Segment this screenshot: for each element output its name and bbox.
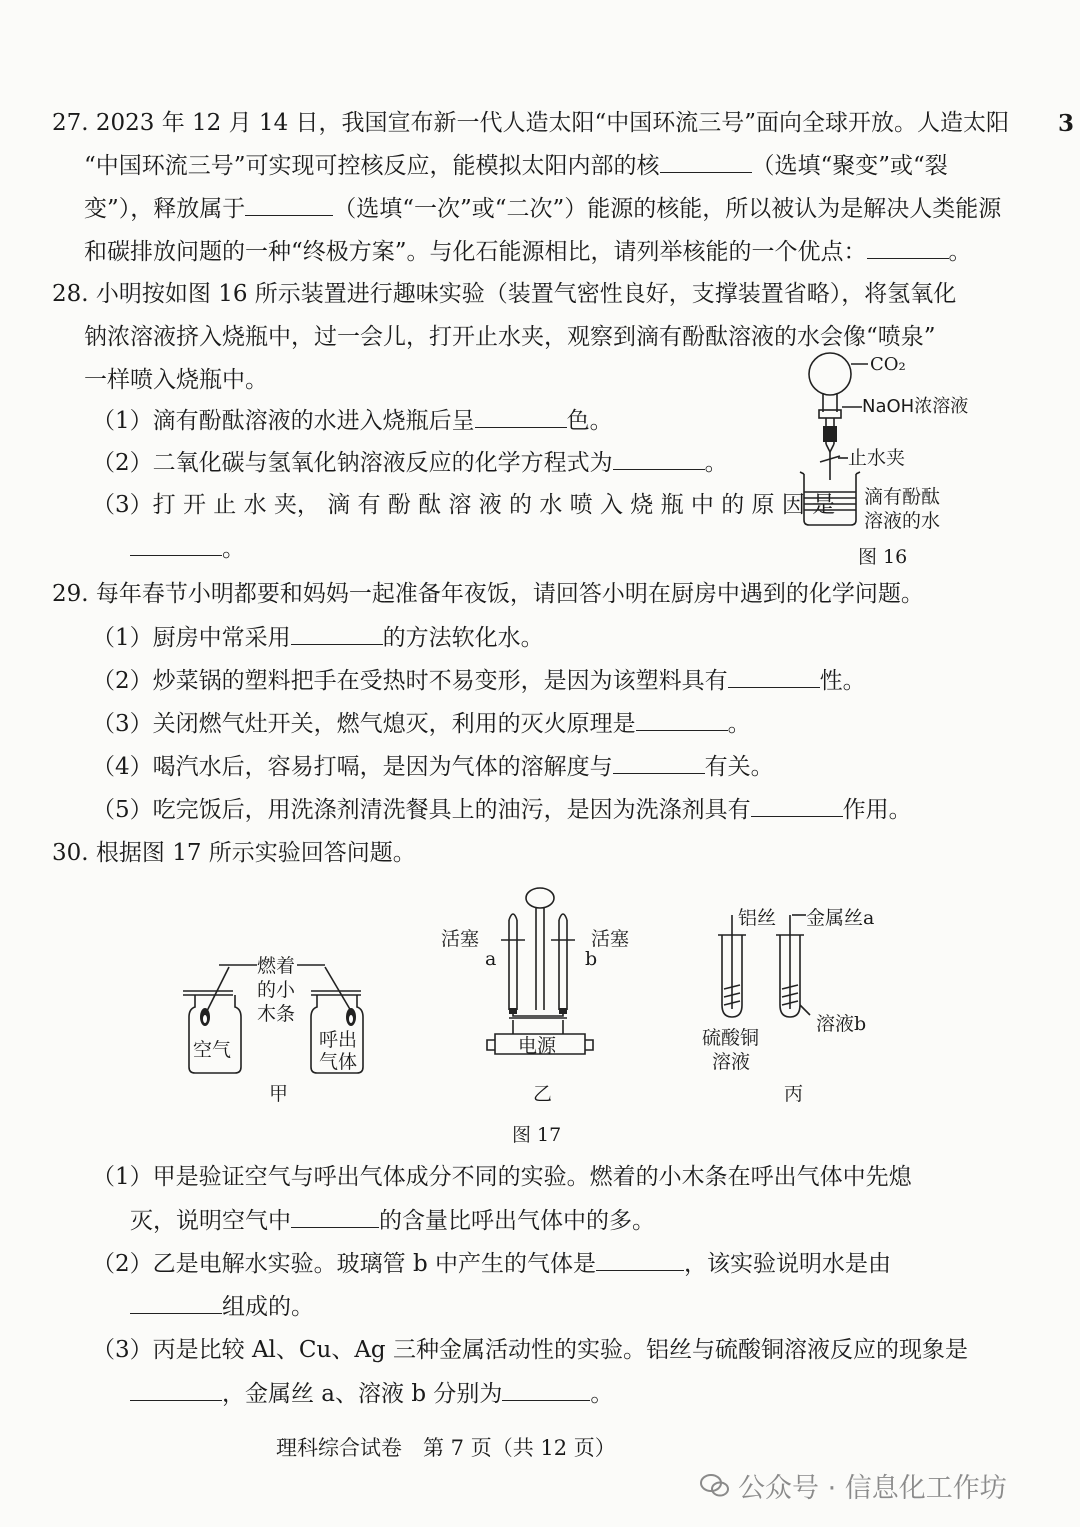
q28-sub-2: （2）二氧化碳与氢氧化钠溶液反应的化学方程式为 。 — [92, 447, 728, 477]
q29-sub-5: （5）吃完饭后，用洗涤剂清洗餐具上的油污，是因为洗涤剂具有 作用。 — [92, 794, 912, 824]
q29-sub-1: （1）厨房中常采用 的方法软化水。 — [92, 622, 544, 652]
q28-line-3: 一样喷入烧瓶中。 — [84, 367, 268, 393]
q27-line-1: 27. 2023 年 12 月 14 日，我国宣布新一代人造太阳“中国环流三号”面向全球开放。人造太阳 — [52, 110, 1010, 136]
q28-sub-1: （1）滴有酚酞溶液的水进入烧瓶后呈 色。 — [92, 405, 613, 435]
answer-blank — [660, 150, 752, 173]
figure-17-bing — [700, 905, 910, 1105]
q27-line-2: “中国环流三号”可实现可控核反应，能模拟太阳内部的核 （选填“聚变”或“裂 — [84, 150, 948, 180]
answer-blank — [130, 1378, 222, 1401]
answer-blank — [245, 193, 333, 216]
label-exhale-1: 呼出 — [319, 1029, 358, 1051]
answer-blank — [613, 447, 705, 470]
label-metal-a: 金属丝a — [806, 907, 875, 929]
figure-16-caption: 图 16 — [858, 546, 908, 568]
answer-blank — [867, 236, 949, 259]
answer-blank — [291, 622, 383, 645]
page-footer: 理科综合试卷 第 7 页（共 12 页） — [276, 1436, 616, 1460]
figure-17-yi — [435, 880, 645, 1105]
q30-sub-1: （1）甲是验证空气与呼出气体成分不同的实验。燃着的小木条在呼出气体中先熄 — [92, 1164, 912, 1190]
answer-blank — [636, 708, 728, 731]
label-air: 空气 — [193, 1039, 232, 1061]
answer-blank — [130, 533, 222, 556]
q28-line-2: 钠浓溶液挤入烧瓶中，过一会儿，打开止水夹，观察到滴有酚酞溶液的水会像“喷泉” — [84, 324, 936, 350]
label-tube-b: b — [585, 948, 598, 970]
q29-line-1: 29. 每年春节小明都要和妈妈一起准备年夜饭，请回答小明在厨房中遇到的化学问题。 — [52, 581, 924, 607]
label-jia: 甲 — [269, 1083, 289, 1105]
label-bing: 丙 — [784, 1083, 804, 1105]
answer-blank — [751, 794, 843, 817]
figure-17-jia — [175, 945, 365, 1105]
figure-17-caption: 图 17 — [512, 1124, 562, 1146]
watermark-text: 公众号 · 信息化工作坊 — [738, 1473, 1007, 1504]
answer-blank — [130, 1291, 222, 1314]
label-burning-2: 的小 — [257, 979, 296, 1001]
label-yi: 乙 — [533, 1083, 553, 1105]
answer-blank — [502, 1378, 590, 1401]
label-clamp: 止水夹 — [848, 447, 906, 469]
label-burning-1: 燃着 — [257, 955, 296, 977]
label-stopcock-right: 活塞 — [591, 928, 630, 950]
answer-blank — [728, 665, 820, 688]
label-co2: CO₂ — [870, 354, 906, 375]
label-solution-b: 溶液b — [816, 1013, 867, 1035]
page-edge-mark: 3 — [1058, 110, 1075, 137]
q29-sub-2: （2）炒菜锅的塑料把手在受热时不易变形，是因为该塑料具有 性。 — [92, 665, 866, 695]
wechat-icon — [700, 1473, 730, 1499]
watermark — [700, 1466, 1007, 1505]
q29-sub-4: （4）喝汽水后，容易打嗝，是因为气体的溶解度与 有关。 — [92, 751, 774, 781]
figure-16 — [790, 352, 990, 572]
label-cuso4-1: 硫酸铜 — [702, 1027, 760, 1049]
answer-blank — [475, 405, 567, 428]
q27-line-4: 和碳排放问题的一种“终极方案”。与化石能源相比，请列举核能的一个优点： 。 — [84, 236, 972, 266]
label-exhale-2: 气体 — [319, 1051, 358, 1073]
label-naoh: NaOH浓溶液 — [862, 396, 969, 417]
label-power: 电源 — [518, 1035, 557, 1057]
q30-line-1: 30. 根据图 17 所示实验回答问题。 — [52, 840, 416, 866]
label-stopcock-left: 活塞 — [441, 928, 480, 950]
q27-line-3: 变”），释放属于 （选填“一次”或“二次”）能源的核能，所以被认为是解决人类能源 — [84, 193, 1001, 223]
q30-sub-1-cont: 灭，说明空气中 的含量比呼出气体中的多。 — [130, 1205, 655, 1235]
answer-blank — [291, 1205, 379, 1228]
answer-blank — [613, 751, 705, 774]
q30-sub-2: （2）乙是电解水实验。玻璃管 b 中产生的气体是 ，该实验说明水是由 — [92, 1248, 891, 1278]
label-water-2: 溶液的水 — [864, 510, 941, 532]
q30-sub-2-cont: 组成的。 — [130, 1291, 314, 1321]
label-water-1: 滴有酚酞 — [864, 486, 941, 508]
q28-sub-3-cont: 。 — [130, 533, 245, 563]
label-burning-3: 木条 — [257, 1003, 296, 1025]
q30-sub-3: （3）丙是比较 Al、Cu、Ag 三种金属活动性的实验。铝丝与硫酸铜溶液反应的现象是 — [92, 1337, 968, 1363]
q28-line-1: 28. 小明按如图 16 所示装置进行趣味实验（装置气密性良好，支撑装置省略），将氢氧化 — [52, 281, 957, 307]
answer-blank — [596, 1248, 684, 1271]
label-cuso4-2: 溶液 — [712, 1051, 751, 1073]
q29-sub-3: （3）关闭燃气灶开关，燃气熄灭，利用的灭火原理是 。 — [92, 708, 751, 738]
q30-sub-3-cont: ，金属丝 a、溶液 b 分别为 。 — [130, 1378, 613, 1408]
q28-sub-3: （3）打 开 止 水 夹， 滴 有 酚 酞 溶 液 的 水 喷 入 烧 瓶 中 的 原 因 是 — [92, 492, 836, 518]
label-al-wire: 铝丝 — [738, 907, 777, 929]
label-tube-a: a — [485, 948, 497, 970]
